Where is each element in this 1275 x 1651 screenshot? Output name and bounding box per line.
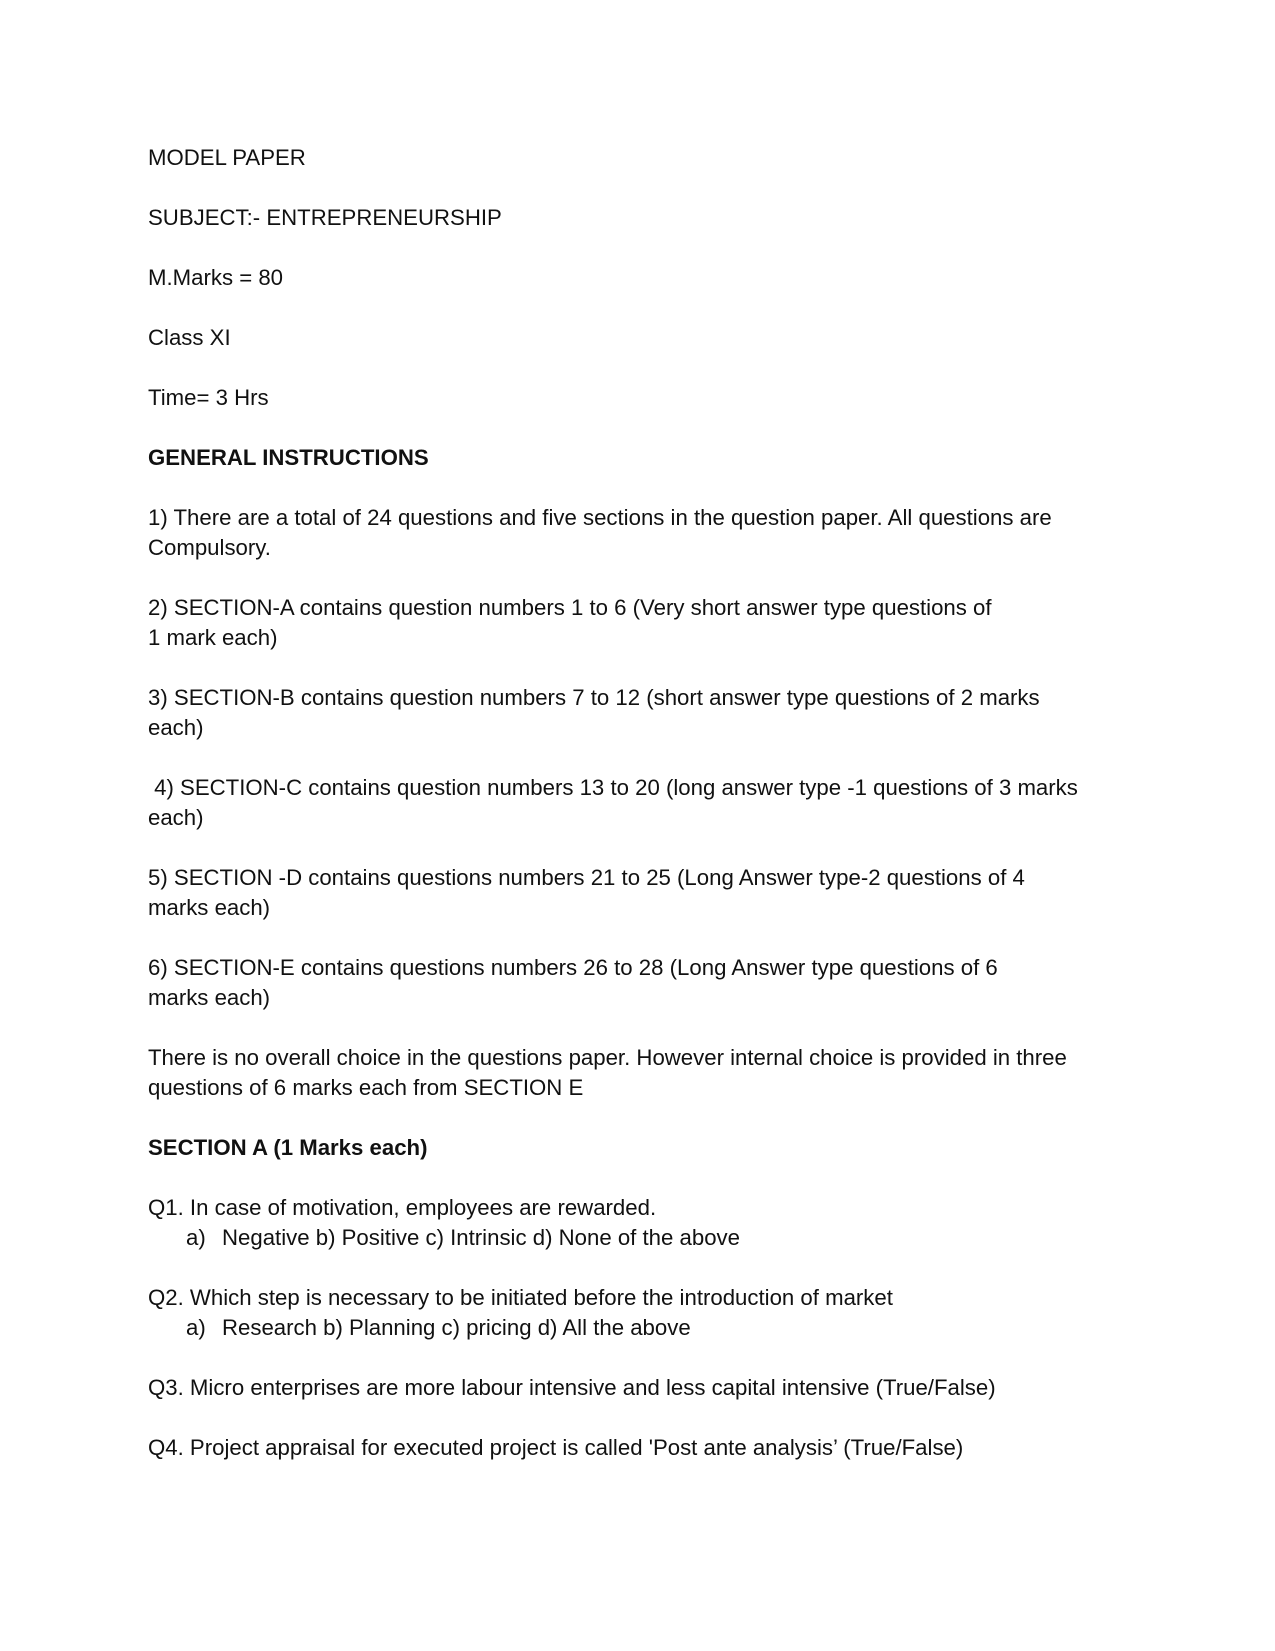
instruction-line: Compulsory. — [148, 535, 271, 560]
option-letter: a) — [186, 1315, 206, 1340]
option-list: Research b) Planning c) pricing d) All the above — [222, 1315, 691, 1340]
instruction-line: 6) SECTION-E contains questions numbers 26 to 28 (Long Answer type questions of 6 — [148, 955, 998, 980]
question-4 — [148, 1433, 1108, 1463]
instruction-line: marks each) — [148, 895, 271, 920]
instruction-line: marks each) — [148, 985, 271, 1010]
max-marks-line: M.Marks = 80 — [148, 265, 284, 290]
instruction-item-6 — [148, 953, 1108, 1013]
instruction-line: each) — [148, 805, 204, 830]
instruction-line: 3) SECTION-B contains question numbers 7 to 12 (short answer type questions of 2 marks — [148, 685, 1040, 710]
note-line: questions of 6 marks each from SECTION E — [148, 1075, 584, 1100]
instruction-line: 5) SECTION -D contains questions numbers 21 to 25 (Long Answer type-2 questions of 4 — [148, 865, 1025, 890]
paper-title: MODEL PAPER — [148, 145, 306, 170]
instruction-line: 2) SECTION-A contains question numbers 1 to 6 (Very short answer type questions of — [148, 595, 992, 620]
option-letter: a) — [186, 1225, 206, 1250]
subject-line: SUBJECT:- ENTREPRENEURSHIP — [148, 205, 502, 230]
instruction-item-5 — [148, 863, 1108, 923]
question-text: Q3. Micro enterprises are more labour intensive and less capital intensive (True/False) — [148, 1375, 996, 1400]
question-options — [148, 1313, 1108, 1343]
question-text: Q2. Which step is necessary to be initiated before the introduction of market — [148, 1285, 893, 1310]
question-2 — [148, 1283, 1108, 1343]
instruction-line: each) — [148, 715, 204, 740]
instruction-line: 4) SECTION-C contains question numbers 13 to 20 (long answer type -1 questions of 3 marks — [148, 775, 1078, 800]
instructions-heading: GENERAL INSTRUCTIONS — [148, 445, 429, 470]
question-3 — [148, 1373, 1108, 1403]
instructions-note — [148, 1043, 1108, 1103]
question-text: Q1. In case of motivation, employees are rewarded. — [148, 1195, 657, 1220]
instruction-line: 1) There are a total of 24 questions and five sections in the question paper. All questions are — [148, 505, 1052, 530]
instruction-item-2 — [148, 593, 1108, 653]
time-line: Time= 3 Hrs — [148, 385, 269, 410]
question-options — [148, 1223, 1108, 1253]
option-list: Negative b) Positive c) Intrinsic d) None of the above — [222, 1225, 740, 1250]
document-content — [148, 143, 1108, 1493]
question-1 — [148, 1193, 1108, 1253]
section-a-heading: SECTION A (1 Marks each) — [148, 1135, 428, 1160]
question-text: Q4. Project appraisal for executed project is called 'Post ante analysis’ (True/False) — [148, 1435, 964, 1460]
instruction-item-1 — [148, 503, 1108, 563]
class-line: Class XI — [148, 325, 231, 350]
instruction-item-3 — [148, 683, 1108, 743]
note-line: There is no overall choice in the questions paper. However internal choice is provided in three — [148, 1045, 1067, 1070]
instruction-item-4 — [148, 773, 1108, 833]
instruction-line: 1 mark each) — [148, 625, 278, 650]
